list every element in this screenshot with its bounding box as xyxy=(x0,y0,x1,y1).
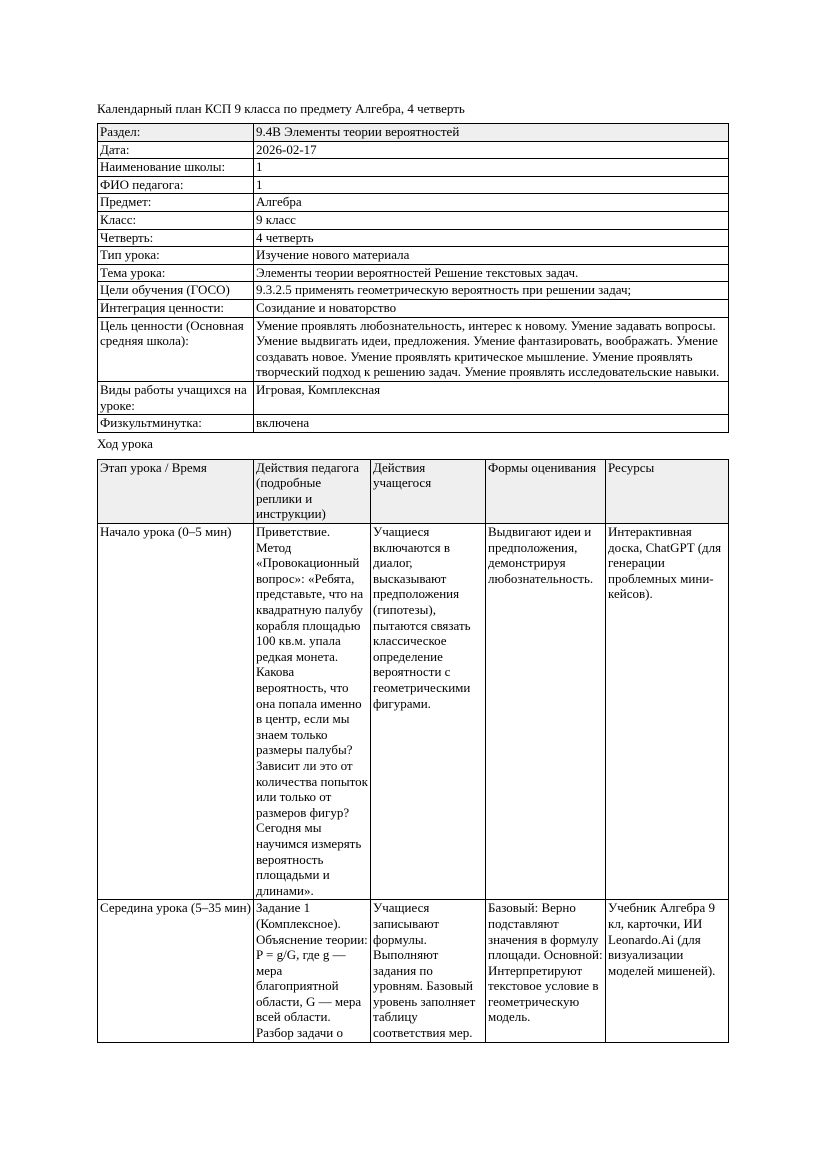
info-value-cell: 9 класс xyxy=(254,211,729,229)
info-row xyxy=(98,264,729,282)
document-content xyxy=(97,101,729,1043)
lesson-col-header-teacher-actions: Действия педагога (подробные реплики и инструкции) xyxy=(254,459,371,523)
info-label-cell: Дата: xyxy=(98,141,254,159)
page-title: Календарный план КСП 9 класса по предмету Алгебра, 4 четверть xyxy=(97,101,465,116)
info-row xyxy=(98,124,729,142)
info-label-cell: Физкультминутка: xyxy=(98,415,254,433)
info-value-cell: 9.3.2.5 применять геометрическую вероятность при решении задач; xyxy=(254,282,729,300)
section-heading: Ход урока xyxy=(97,435,153,451)
info-value-cell: Алгебра xyxy=(254,194,729,212)
info-row xyxy=(98,317,729,381)
info-label-cell: Тема урока: xyxy=(98,264,254,282)
stage-cell: Начало урока (0–5 мин) xyxy=(98,524,254,900)
lesson-col-header-assessment: Формы оценивания xyxy=(486,459,606,523)
info-row xyxy=(98,247,729,265)
info-value-cell: Элементы теории вероятностей Решение текстовых задач. xyxy=(254,264,729,282)
info-label-cell: Интеграция ценности: xyxy=(98,299,254,317)
info-value-cell: 4 четверть xyxy=(254,229,729,247)
lesson-col-header-resources: Ресурсы xyxy=(606,459,729,523)
lesson-col-header-stage: Этап урока / Время xyxy=(98,459,254,523)
info-value-cell: Игровая, Комплексная xyxy=(254,381,729,414)
info-label-cell: Предмет: xyxy=(98,194,254,212)
assessment-cell: Базовый: Верно подставляют значения в формулу площади. Основной: Интерпретируют текстовое условие в геометрическую модель. xyxy=(486,900,606,1042)
student-actions-cell: Учащиеся включаются в диалог, высказывают предположения (гипотезы), пытаются связать классическое определение вероятности с геометрическими фигурами. xyxy=(371,524,486,900)
info-row xyxy=(98,415,729,433)
info-value-cell: Созидание и новаторство xyxy=(254,299,729,317)
assessment-cell: Выдвигают идеи и предположения, демонстрируя любознательность. xyxy=(486,524,606,900)
info-value-cell: 2026-02-17 xyxy=(254,141,729,159)
info-value-cell: 1 xyxy=(254,159,729,177)
info-label-cell: Наименование школы: xyxy=(98,159,254,177)
info-label-cell: Цель ценности (Основная средняя школа): xyxy=(98,317,254,381)
info-row xyxy=(98,141,729,159)
info-value-cell: Умение проявлять любознательность, интерес к новому. Умение задавать вопросы. Умение выдвигать идеи, предложения. Умение фантазировать, воображать. Умение создавать новое. Умение проявлять критическое мышление. Умение проявлять творческий подход к решению задач. Умение проявлять исследовательские навыки. xyxy=(254,317,729,381)
info-row xyxy=(98,194,729,212)
info-label-cell: Раздел: xyxy=(98,124,254,142)
lesson-header-row xyxy=(98,459,729,523)
info-label-cell: Тип урока: xyxy=(98,247,254,265)
teacher-actions-cell: Задание 1 (Комплексное). Объяснение теории: P = g/G, где g — мера благоприятной области, G — мера всей области. Разбор задачи о xyxy=(254,900,371,1042)
student-actions-cell: Учащиеся записывают формулы. Выполняют задания по уровням. Базовый уровень заполняет таблицу соответствия мер. xyxy=(371,900,486,1042)
info-row xyxy=(98,282,729,300)
info-label-cell: Четверть: xyxy=(98,229,254,247)
info-row xyxy=(98,176,729,194)
info-value-cell: 9.4B Элементы теории вероятностей xyxy=(254,124,729,142)
info-row xyxy=(98,299,729,317)
info-table xyxy=(97,123,729,433)
teacher-actions-cell: Приветствие. Метод «Провокационный вопрос»: «Ребята, представьте, что на квадратную палубу корабля площадью 100 кв.м. упала редкая монета. Какова вероятность, что она попала именно в центр, если мы знаем только размеры палубы? Зависит ли это от количества попыток или только от размеров фигур? Сегодня мы научимся измерять вероятность площадьми и длинами». xyxy=(254,524,371,900)
resources-cell: Учебник Алгебра 9 кл, карточки, ИИ Leonardo.Ai (для визуализации моделей мишеней). xyxy=(606,900,729,1042)
info-label-cell: Виды работы учащихся на уроке: xyxy=(98,381,254,414)
lesson-row-middle xyxy=(98,900,729,1042)
resources-cell: Интерактивная доска, ChatGPT (для генерации проблемных мини-кейсов). xyxy=(606,524,729,900)
info-label-cell: Цели обучения (ГОСО) xyxy=(98,282,254,300)
lesson-row-start xyxy=(98,524,729,900)
stage-cell: Середина урока (5–35 мин) xyxy=(98,900,254,1042)
info-row xyxy=(98,211,729,229)
info-row xyxy=(98,381,729,414)
lesson-table xyxy=(97,459,729,1043)
info-row xyxy=(98,229,729,247)
info-label-cell: Класс: xyxy=(98,211,254,229)
info-row xyxy=(98,159,729,177)
info-value-cell: 1 xyxy=(254,176,729,194)
info-value-cell: Изучение нового материала xyxy=(254,247,729,265)
info-value-cell: включена xyxy=(254,415,729,433)
info-label-cell: ФИО педагога: xyxy=(98,176,254,194)
lesson-col-header-student-actions: Действия учащегося xyxy=(371,459,486,523)
